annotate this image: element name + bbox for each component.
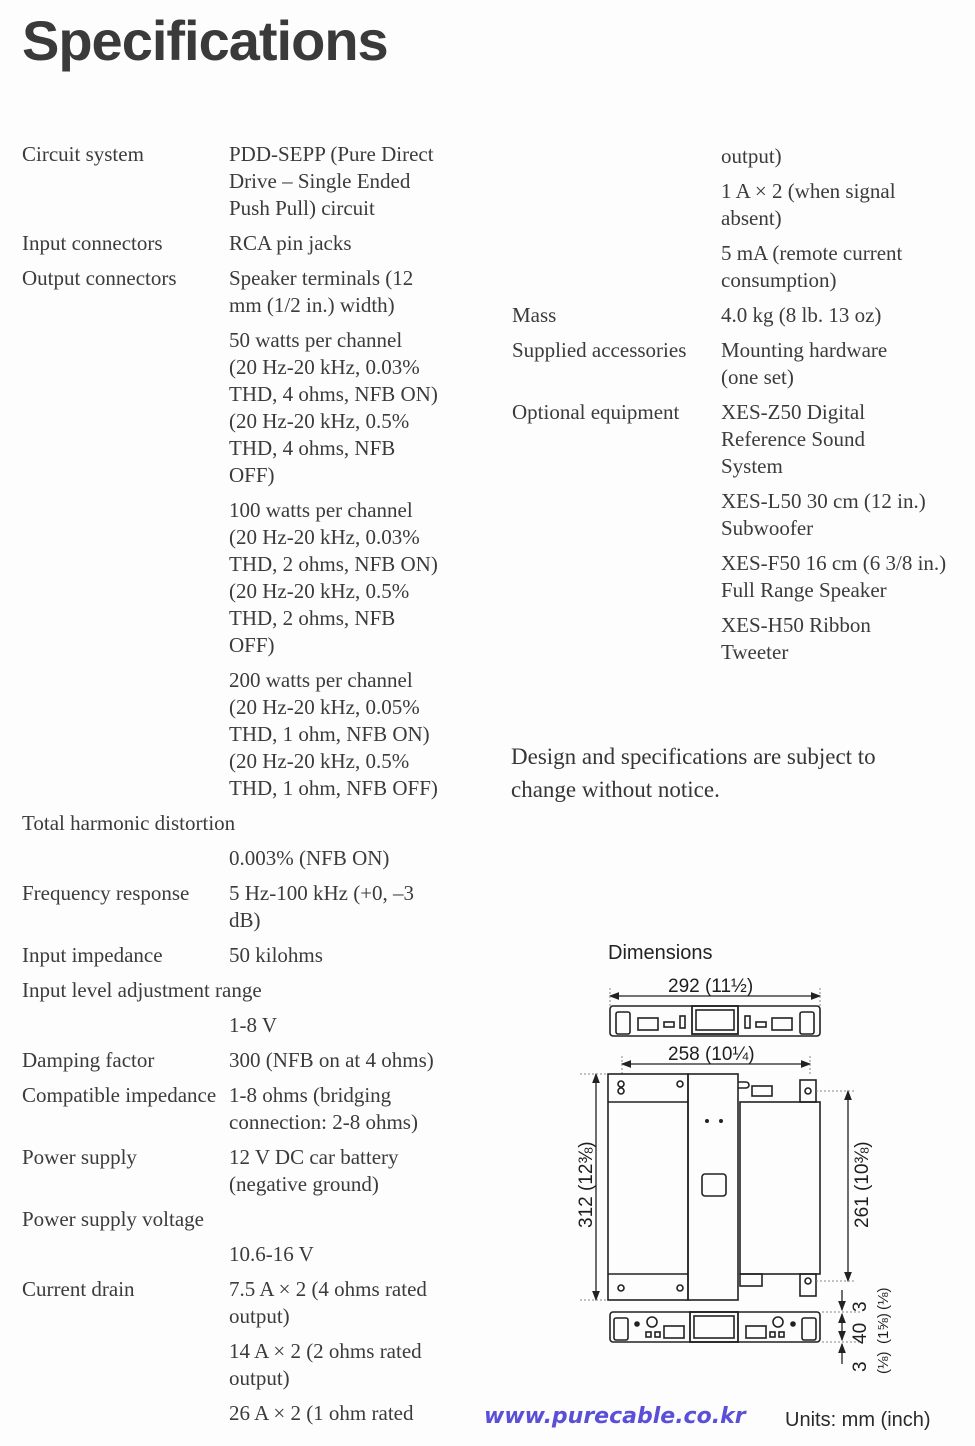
spec-label: Supplied accessories <box>512 338 687 362</box>
spec-value: (one set) <box>721 365 794 389</box>
spec-value: Speaker terminals (12 <box>229 266 414 290</box>
spec-value: output) <box>229 1366 290 1390</box>
spec-value: 26 A × 2 (1 ohm rated <box>229 1401 414 1425</box>
width-mount-label: 258 (10¼) <box>668 1044 755 1065</box>
spec-value: consumption) <box>721 268 837 292</box>
spec-value: PDD-SEPP (Pure Direct <box>229 142 434 166</box>
spec-value: Push Pull) circuit <box>229 196 375 220</box>
spec-label: Current drain <box>22 1277 135 1301</box>
spec-value: 1-8 ohms (bridging <box>229 1083 392 1107</box>
spec-value: 0.003% (NFB ON) <box>229 846 390 870</box>
spec-value: output) <box>721 144 782 168</box>
spec-value: 12 V DC car battery <box>229 1145 399 1169</box>
spec-label: Output connectors <box>22 266 177 290</box>
spec-value: OFF) <box>229 633 275 657</box>
spec-label: Optional equipment <box>512 400 680 424</box>
spec-value: (20 Hz-20 kHz, 0.03% <box>229 525 420 549</box>
spec-label: Input level adjustment range <box>22 978 262 1002</box>
spec-value: 10.6-16 V <box>229 1242 314 1266</box>
height-body-inch: (1⅝) <box>875 1313 892 1344</box>
spec-value: THD, 2 ohms, NFB ON) <box>229 552 438 576</box>
height-top-gap-inch: (⅛) <box>875 1287 892 1310</box>
spec-value: Mounting hardware <box>721 338 888 362</box>
spec-value: 50 kilohms <box>229 943 323 967</box>
height-body-label: 40 <box>850 1322 871 1344</box>
spec-value: THD, 1 ohm, NFB ON) <box>229 722 430 746</box>
spec-value: System <box>721 454 783 478</box>
spec-value: mm (1/2 in.) width) <box>229 293 395 317</box>
spec-value: Full Range Speaker <box>721 578 887 602</box>
spec-value: OFF) <box>229 463 275 487</box>
spec-label: Circuit system <box>22 142 144 166</box>
spec-label: Total harmonic distortion <box>22 811 236 835</box>
spec-value: 1-8 V <box>229 1013 278 1037</box>
spec-value: 7.5 A × 2 (4 ohms rated <box>229 1277 427 1301</box>
spec-value: Subwoofer <box>721 516 814 540</box>
spec-value: (20 Hz-20 kHz, 0.5% <box>229 749 410 773</box>
spec-label: Damping factor <box>22 1048 155 1072</box>
spec-value: 5 mA (remote current <box>721 241 903 265</box>
side-view-top <box>610 1006 820 1036</box>
top-view <box>608 1074 820 1300</box>
spec-value: RCA pin jacks <box>229 231 352 255</box>
spec-value: dB) <box>229 908 261 932</box>
dimensions-diagram <box>560 960 920 1400</box>
height-top-gap-label: 3 <box>850 1301 871 1312</box>
spec-value: XES-H50 Ribbon <box>721 613 871 637</box>
spec-value: THD, 2 ohms, NFB <box>229 606 396 630</box>
spec-label: Mass <box>512 303 557 327</box>
height-bottom-gap-inch: (⅛) <box>875 1351 892 1374</box>
spec-value: THD, 4 ohms, NFB ON) <box>229 382 438 406</box>
spec-value: 14 A × 2 (2 ohms rated <box>229 1339 422 1363</box>
spec-value: 200 watts per channel <box>229 668 413 692</box>
depth-overall-label: 312 (12⅜) <box>576 1141 597 1228</box>
spec-value: Tweeter <box>721 640 789 664</box>
spec-value: (negative ground) <box>229 1172 379 1196</box>
spec-value: 50 watts per channel <box>229 328 403 352</box>
spec-value: XES-Z50 Digital <box>721 400 866 424</box>
spec-value: 100 watts per channel <box>229 498 413 522</box>
spec-value: 300 (NFB on at 4 ohms) <box>229 1048 434 1072</box>
spec-value: Reference Sound <box>721 427 866 451</box>
spec-label: Input impedance <box>22 943 163 967</box>
spec-value: connection: 2-8 ohms) <box>229 1110 418 1134</box>
dimensions-title: Dimensions <box>608 942 713 964</box>
spec-value: 4.0 kg (8 lb. 13 oz) <box>721 303 882 327</box>
spec-label: Power supply <box>22 1145 137 1169</box>
spec-label: Power supply voltage <box>22 1207 204 1231</box>
spec-value: (20 Hz-20 kHz, 0.03% <box>229 355 420 379</box>
spec-value: (20 Hz-20 kHz, 0.5% <box>229 579 410 603</box>
spec-value: XES-L50 30 cm (12 in.) <box>721 489 926 513</box>
website-link[interactable]: www.purecable.co.kr <box>484 1404 746 1429</box>
spec-value: absent) <box>721 206 782 230</box>
spec-value: 1 A × 2 (when signal <box>721 179 896 203</box>
page-title: Specifications <box>22 9 388 72</box>
notice-line-2: change without notice. <box>511 777 720 802</box>
spec-value: output) <box>229 1304 290 1328</box>
spec-value: XES-F50 16 cm (6 3/8 in.) <box>721 551 947 575</box>
notice-line-1: Design and specifications are subject to <box>511 744 876 769</box>
spec-value: THD, 1 ohm, NFB OFF) <box>229 776 438 800</box>
side-view-bottom <box>610 1312 820 1342</box>
units-note: Units: mm (inch) <box>785 1409 931 1431</box>
spec-value: (20 Hz-20 kHz, 0.5% <box>229 409 410 433</box>
spec-label: Frequency response <box>22 881 190 905</box>
width-overall-label: 292 (11½) <box>668 976 754 997</box>
spec-value: THD, 4 ohms, NFB <box>229 436 396 460</box>
depth-mount-label: 261 (10⅜) <box>852 1141 873 1228</box>
spec-value: 5 Hz-100 kHz (+0, –3 <box>229 881 415 905</box>
spec-label: Compatible impedance <box>22 1083 217 1107</box>
spec-value: Drive – Single Ended <box>229 169 411 193</box>
height-bottom-gap-label: 3 <box>850 1361 871 1372</box>
spec-value: (20 Hz-20 kHz, 0.05% <box>229 695 420 719</box>
spec-label: Input connectors <box>22 231 163 255</box>
